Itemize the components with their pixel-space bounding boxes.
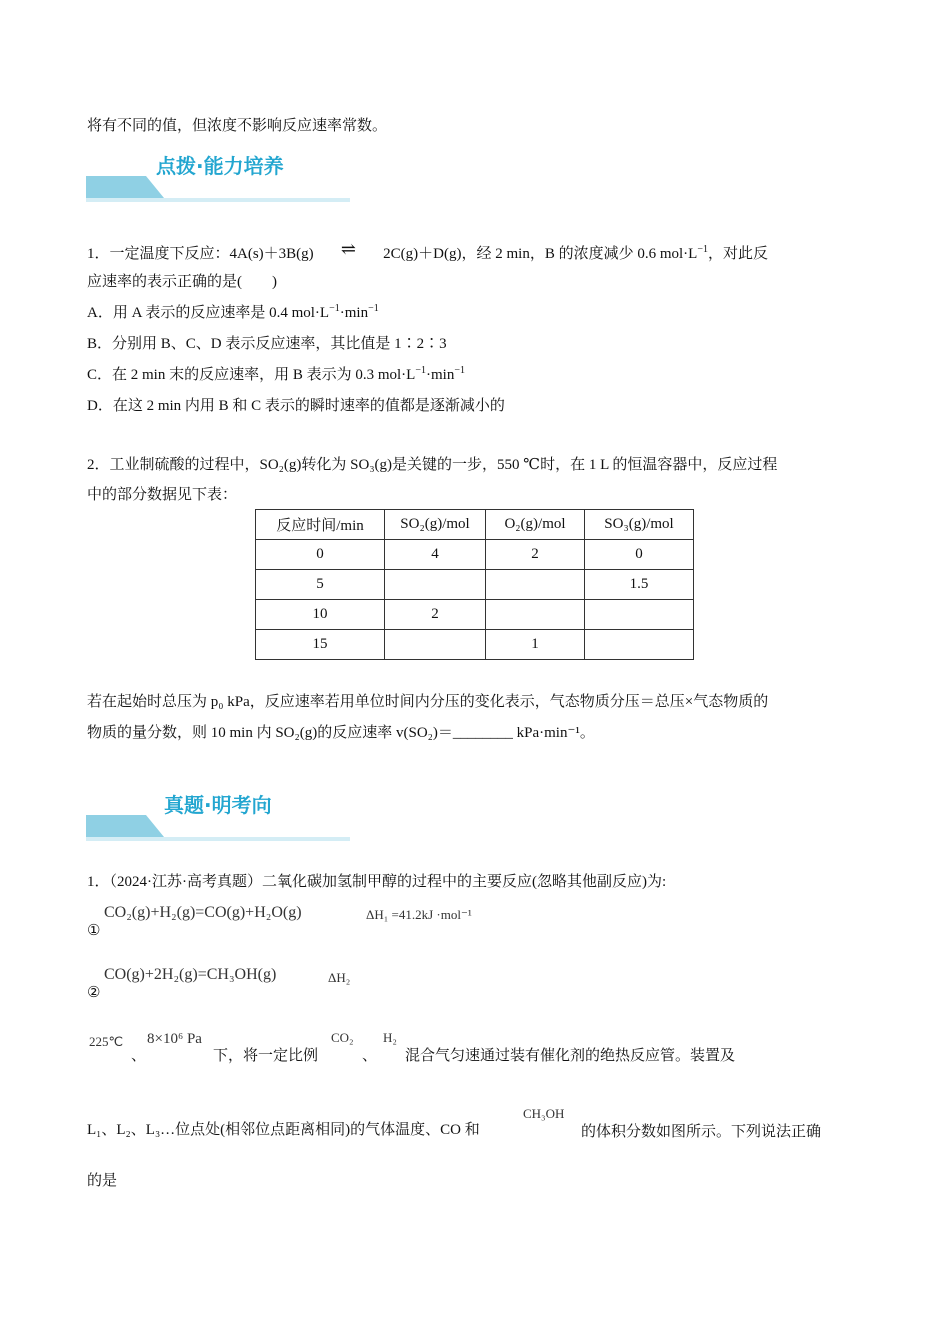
equilibrium-arrow-icon: ⇌ <box>340 239 356 259</box>
table-cell: 1.5 <box>585 570 694 600</box>
condition-h2: H₂ <box>383 1030 397 1045</box>
table-cell: 1 <box>486 630 585 660</box>
condition-separator: 、 <box>362 1048 378 1064</box>
q1-option-a: A．用 A 表示的反应速率是 0.4 $mol\cdot L^{-1}\cdot\min^{-1}$ <box>87 303 379 321</box>
reaction-2-enthalpy: ΔH₂ <box>328 970 351 985</box>
table-cell: 15 <box>256 630 385 660</box>
condition-co2: CO₂ <box>331 1030 354 1045</box>
section-title: 真题·明考向 <box>164 793 272 817</box>
table-row <box>256 570 694 600</box>
table-cell: 0 <box>256 540 385 570</box>
table-header-cell: O₂(g)/mol <box>486 510 585 540</box>
table-cell <box>486 570 585 600</box>
table-cell <box>585 600 694 630</box>
table-header-cell: 反应时间/min <box>256 510 385 540</box>
table-row <box>256 600 694 630</box>
table-cell: 5 <box>256 570 385 600</box>
q2-line2: 中的部分数据见下表： <box>87 487 238 503</box>
header-ribbon-icon <box>86 815 350 845</box>
q3-last-line: 的是 <box>87 1173 118 1189</box>
table-cell: 2 <box>385 600 486 630</box>
q1-line2: 应速率的表示正确的是( ) <box>87 274 277 290</box>
table-cell: 10 <box>256 600 385 630</box>
reaction-1-enthalpy: ΔH₁ =41.2kJ ·mol⁻¹ <box>366 907 472 922</box>
table-cell: 2 <box>486 540 585 570</box>
position-ch3oh: CH₃OH <box>523 1106 565 1121</box>
condition-separator: 、 <box>131 1048 147 1064</box>
table-row <box>256 540 694 570</box>
q2-line1: 2．工业制硫酸的过程中，SO₂(g)转化为 SO₃(g)是关键的一步，550 ℃时，在 1 L 的恒温容器中，反应过程 <box>87 457 778 473</box>
reaction-2-equation: CO(g)+2H₂(g)=CH₃OH(g) <box>104 966 277 983</box>
q2-after-line2: 物质的量分数，则 10 min 内 SO₂(g)的反应速率 v(SO₂)＝________ kPa·min⁻¹。 <box>87 725 595 741</box>
header-ribbon-icon <box>86 176 350 206</box>
q1-line1: 1．一定温度下反应：4A(s)＋3B(g) ⇌ 2C(g)＋D(g)，经 2 min，B 的浓度减少 0.6 $mol\cdot L^{-1}$，对此反 <box>87 239 768 262</box>
reaction-1-equation: CO₂(g)+H₂(g)=CO(g)+H₂O(g) <box>104 904 302 921</box>
table-row <box>256 630 694 660</box>
table-cell: 4 <box>385 540 486 570</box>
condition-pressure: 8×10⁶ Pa <box>147 1031 202 1047</box>
reaction-1-number: ① <box>87 923 101 939</box>
position-text-1: L₁、L₂、L₃…位点处(相邻位点距离相同)的气体温度、CO 和 <box>87 1122 480 1138</box>
section-title: 点拨·能力培养 <box>156 154 284 178</box>
condition-text-1: 下，将一定比例 <box>213 1048 319 1064</box>
intro-line: 将有不同的值，但浓度不影响反应速率常数。 <box>87 118 388 134</box>
table-header-cell: SO₂(g)/mol <box>385 510 486 540</box>
q1-option-c: C．在 2 min 末的反应速率，用 B 表示为 0.3 $mol\cdot L^{-1}\cdot\min^{-1}$ <box>87 365 465 383</box>
q3-line1: 1．（2024·江苏·高考真题）二氧化碳加氢制甲醇的过程中的主要反应(忽略其他副反应)为: <box>87 874 667 890</box>
data-table <box>255 509 694 660</box>
table-cell <box>385 570 486 600</box>
table-header-row <box>256 510 694 540</box>
table-cell: 0 <box>585 540 694 570</box>
reaction-2-number: ② <box>87 985 101 1001</box>
position-text-2: 的体积分数如图所示。下列说法正确 <box>581 1124 822 1140</box>
condition-temperature: 225℃ <box>89 1034 124 1049</box>
q1-option-d: D．在这 2 min 内用 B 和 C 表示的瞬时速率的值都是逐渐减小的 <box>87 398 505 414</box>
table-cell <box>486 600 585 630</box>
table-cell <box>385 630 486 660</box>
q2-after-line1: 若在起始时总压为 p₀ kPa，反应速率若用单位时间内分压的变化表示，气态物质分压＝总压×气态物质的 <box>87 694 769 710</box>
table-header-cell: SO₃(g)/mol <box>585 510 694 540</box>
table-cell <box>585 630 694 660</box>
condition-text-2: 混合气匀速通过装有催化剂的绝热反应管。装置及 <box>405 1048 736 1064</box>
q1-option-b: B．分别用 B、C、D 表示反应速率，其比值是 1∶2∶3 <box>87 336 447 352</box>
